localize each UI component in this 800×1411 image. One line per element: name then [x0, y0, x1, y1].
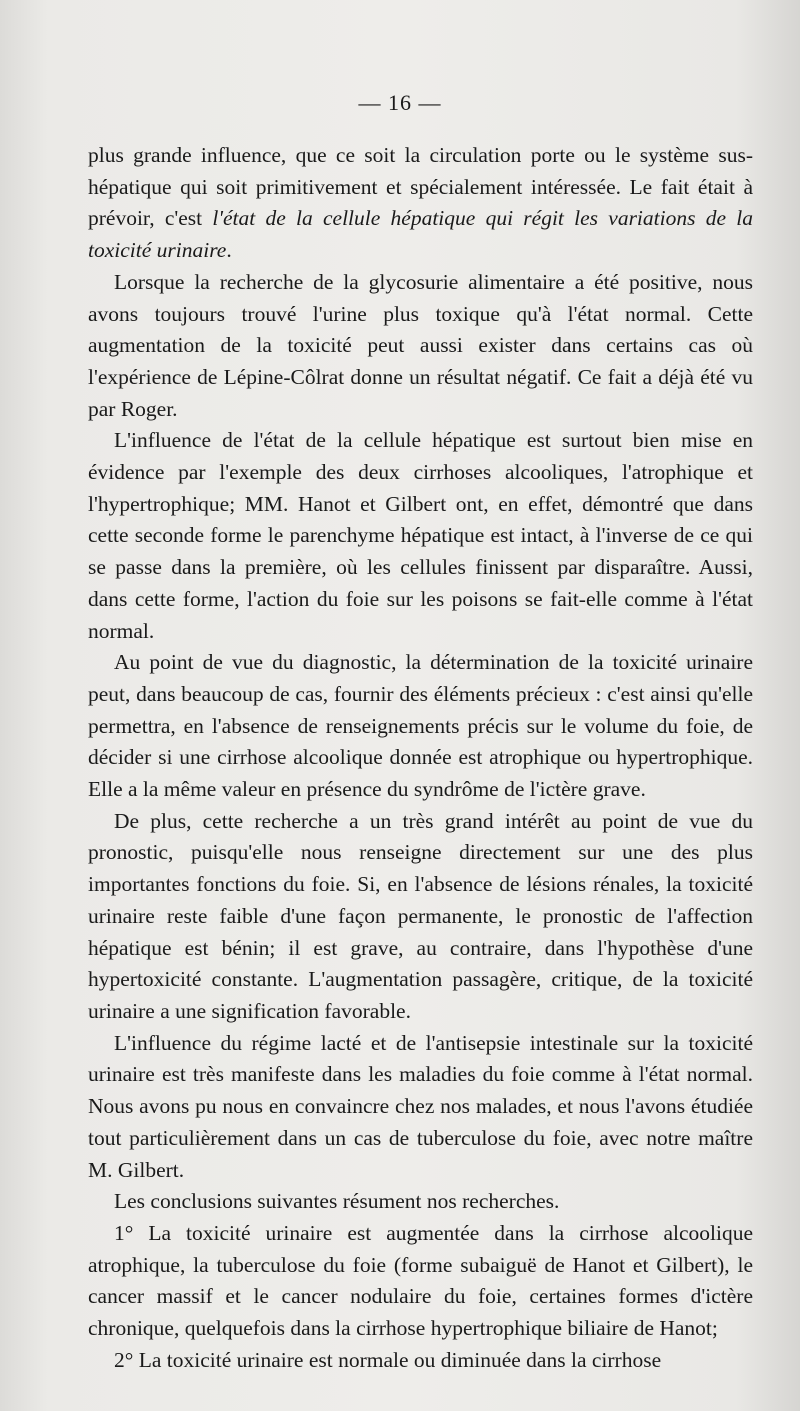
paragraph: Lorsque la recherche de la glycosurie alimentaire a été positive, nous avons toujours trouvé l'urine plus toxique qu'à l'état normal. Cette augmentation de la toxicité peut aussi exister dans certains cas où l'expérience de Lépine-Côlrat donne un résultat négatif. Ce fait a déjà été vu par Roger. — [88, 269, 753, 421]
paragraph: L'influence du régime lacté et de l'antisepsie intestinale sur la toxicité urinaire est très manifeste dans les maladies du foie comme à l'état normal. Nous avons pu nous en convaincre chez nos malades, et nous l'avons étudiée tout particulièrement dans un cas de tuberculose du foie, avec notre maître M. Gilbert. — [88, 1030, 753, 1182]
paragraph — [88, 140, 753, 267]
emphasized-text: l'état de la cellule hépatique qui régit les variations de la toxicité urinaire — [88, 206, 753, 263]
paragraph-text: . — [226, 238, 232, 263]
paragraph: L'influence de l'état de la cellule hépatique est surtout bien mise en évidence par l'exemple des deux cirrhoses alcooliques, l'atrophique et l'hypertrophique; MM. Hanot et Gilbert ont, en effet, démontré que dans cette seconde forme le parenchyme hépatique est intact, à l'inverse de ce qui se passe dans la première, où les cellules finissent par disparaître. Aussi, dans cette forme, l'action du foie sur les poisons se fait-elle comme à l'état normal. — [88, 428, 753, 643]
page-number: — 16 — — [358, 90, 442, 115]
paragraph: Les conclusions suivantes résument nos recherches. — [114, 1189, 560, 1214]
body-text — [88, 140, 753, 1376]
paragraph: De plus, cette recherche a un très grand intérêt au point de vue du pronostic, puisqu'elle nous renseigne directement sur une des plus importantes fonctions du foie. Si, en l'absence de lésions rénales, la toxicité urinaire reste faible d'une façon permanente, le pronostic de l'affection hépatique est bénin; il est grave, au contraire, dans l'hypothèse d'une hypertoxicité constante. L'augmentation passagère, critique, de la toxicité urinaire a une signification favorable. — [88, 808, 753, 1023]
paragraph: 1° La toxicité urinaire est augmentée dans la cirrhose alcoolique atrophique, la tuberculose du foie (forme subaiguë de Hanot et Gilbert), le cancer massif et le cancer nodulaire du foie, certaines formes d'ictère chronique, quelquefois dans la cirrhose hypertrophique biliaire de Hanot; — [88, 1220, 753, 1341]
paragraph: 2° La toxicité urinaire est normale ou diminuée dans la cirrhose — [114, 1347, 662, 1372]
paragraph-text: plus grande influence, que ce soit la circulation porte ou le système sus-hépatique qui soit primitivement et spécialement intéressée. Le fait était à prévoir, c'est — [88, 143, 753, 231]
paragraph: Au point de vue du diagnostic, la détermination de la toxicité urinaire peut, dans beaucoup de cas, fournir des éléments précieux : c'est ainsi qu'elle permettra, en l'absence de renseignements précis sur le volume du foie, de décider si une cirrhose alcoolique donnée est atrophique ou hypertrophique. Elle a la même valeur en présence du syndrôme de l'ictère grave. — [88, 650, 753, 802]
